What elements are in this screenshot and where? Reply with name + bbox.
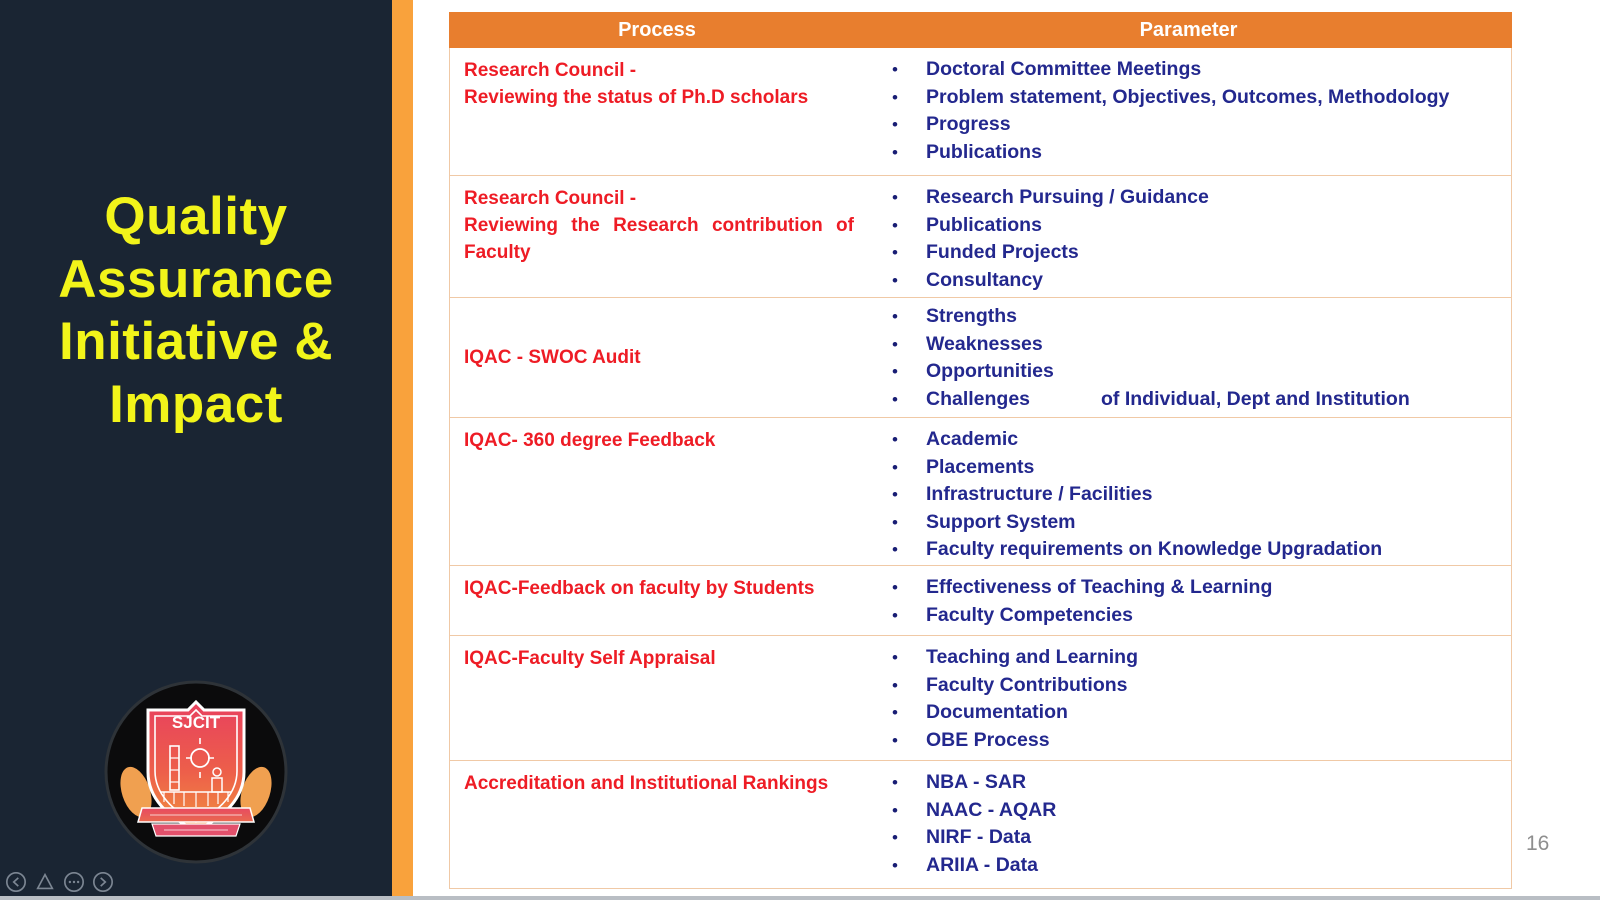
table-body: [449, 48, 1512, 889]
process-text: Research Council -: [464, 60, 637, 81]
title-line: Initiative &: [58, 312, 333, 372]
table-row: [450, 48, 1511, 175]
parameter-text: ARIIA - Data: [926, 853, 1038, 876]
table-row: [450, 417, 1511, 565]
parameter-item: [866, 184, 1505, 212]
more-options-button[interactable]: [63, 871, 85, 893]
parameter-text: Publications: [926, 213, 1042, 236]
parameter-text: Teaching and Learning: [926, 646, 1138, 668]
parameter-item: [866, 824, 1505, 852]
bullet-icon: •: [892, 730, 898, 750]
bullet-icon: •: [892, 362, 898, 381]
bullet-icon: •: [892, 457, 898, 477]
parameter-cell: [866, 636, 1511, 760]
parameter-item: [866, 331, 1505, 359]
parameter-item: [866, 239, 1505, 267]
parameter-item: [866, 84, 1505, 112]
header-process: Process: [618, 18, 696, 41]
parameter-text: Support System: [926, 510, 1076, 533]
parameter-item: [866, 602, 1505, 630]
table-row: [450, 565, 1511, 635]
parameter-item: [866, 386, 1505, 414]
bullet-icon: •: [892, 540, 898, 559]
process-parameter-table: [449, 12, 1512, 889]
parameter-item: [866, 509, 1505, 537]
parameter-text: Publications: [926, 140, 1042, 163]
slideshow-controls: [5, 871, 114, 893]
parameter-cell: [866, 176, 1511, 297]
arrow-right-circle-icon: [92, 871, 114, 893]
parameter-item: [866, 727, 1505, 755]
process-text: IQAC-Feedback on faculty by Students: [464, 578, 815, 599]
parameter-item: [866, 267, 1505, 295]
parameter-item: [866, 574, 1505, 602]
parameter-item: [866, 358, 1505, 386]
bullet-icon: •: [892, 215, 898, 235]
parameter-item: [866, 852, 1505, 880]
process-cell: [450, 418, 866, 565]
title-line: Quality: [104, 187, 288, 246]
bullet-icon: •: [892, 828, 898, 847]
table-row: [450, 760, 1511, 888]
parameter-text: NIRF - Data: [926, 826, 1032, 848]
process-cell: [450, 48, 866, 175]
bullet-icon: •: [892, 334, 898, 354]
parameter-text: Strengths: [926, 305, 1018, 327]
table-row: [450, 635, 1511, 760]
process-text: IQAC - SWOC Audit: [464, 347, 641, 368]
parameter-text: Infrastructure / Facilities: [926, 483, 1153, 505]
bottom-edge: [0, 896, 1600, 900]
parameter-item: [866, 426, 1505, 454]
process-text: Accreditation and Institutional Rankings: [464, 773, 829, 794]
bullet-icon: •: [892, 578, 898, 597]
parameter-item: [866, 644, 1505, 672]
bullet-icon: •: [892, 800, 898, 820]
process-cell: [450, 298, 866, 417]
parameter-text: Weaknesses: [926, 332, 1043, 355]
title-line: Assurance: [58, 249, 334, 309]
parameter-item: [866, 139, 1505, 167]
bullet-icon: •: [892, 703, 898, 722]
parameter-item: [866, 769, 1505, 797]
parameter-text: Effectiveness of Teaching & Learning: [926, 576, 1273, 598]
process-text: Reviewing the Research contribution of Faculty: [464, 215, 854, 263]
parameter-item: [866, 536, 1505, 564]
parameter-item: [866, 699, 1505, 727]
parameter-text: Academic: [926, 428, 1019, 450]
process-cell: [450, 636, 866, 760]
annotation-tool-button[interactable]: [34, 871, 56, 893]
parameter-text: OBE Process: [926, 728, 1050, 751]
parameter-text: Documentation: [926, 701, 1068, 723]
parameter-cell: [866, 48, 1511, 175]
parameter-text: Faculty Contributions: [926, 673, 1128, 696]
parameter-note: of Individual, Dept and Institution: [1101, 387, 1410, 410]
parameter-cell: [866, 566, 1511, 635]
table-header: [449, 12, 1512, 48]
parameter-item: [866, 303, 1505, 331]
ellipsis-circle-icon: [63, 871, 85, 893]
bullet-icon: •: [892, 188, 898, 207]
process-text: Reviewing the status of Ph.D scholars: [464, 87, 809, 108]
bullet-icon: •: [892, 512, 898, 532]
page-number: 16: [1526, 832, 1550, 855]
parameter-text: Challenges: [926, 387, 1031, 410]
process-cell: [450, 761, 866, 888]
bullet-icon: •: [892, 648, 898, 667]
parameter-text: Problem statement, Objectives, Outcomes, Methodology: [926, 85, 1450, 108]
process-text: Research Council -: [464, 188, 637, 209]
next-slide-button[interactable]: [92, 871, 114, 893]
title-line: Impact: [109, 374, 283, 434]
bullet-icon: •: [892, 60, 898, 79]
bullet-icon: •: [892, 270, 898, 290]
college-logo: [104, 680, 288, 864]
parameter-text: Opportunities: [926, 360, 1054, 382]
parameter-item: [866, 672, 1505, 700]
bullet-icon: •: [892, 430, 898, 449]
parameter-item: [866, 454, 1505, 482]
parameter-text: Consultancy: [926, 268, 1044, 291]
bullet-icon: •: [892, 115, 898, 134]
parameter-text: Funded Projects: [926, 241, 1079, 263]
parameter-text: Progress: [926, 113, 1011, 135]
svg-text:SJCIT: SJCIT: [171, 713, 221, 732]
parameter-text: Faculty Competencies: [926, 603, 1133, 626]
bullet-icon: •: [892, 605, 898, 625]
parameter-text: Faculty requirements on Knowledge Upgradation: [926, 538, 1383, 560]
bullet-icon: •: [892, 87, 898, 107]
parameter-text: NBA - SAR: [926, 771, 1027, 793]
parameter-cell: [866, 298, 1511, 417]
table-row: [450, 297, 1511, 417]
process-cell: [450, 566, 866, 635]
bullet-icon: •: [892, 675, 898, 695]
process-cell: [450, 176, 866, 297]
arrow-left-circle-icon: [5, 871, 27, 893]
parameter-cell: [866, 761, 1511, 888]
previous-slide-button[interactable]: [5, 871, 27, 893]
bullet-icon: •: [892, 855, 898, 875]
accent-strip: [392, 0, 413, 900]
parameter-item: [866, 56, 1505, 84]
process-text: IQAC-Faculty Self Appraisal: [464, 648, 716, 669]
bullet-icon: •: [892, 389, 898, 409]
header-parameter: Parameter: [1139, 18, 1238, 41]
slide-title: [0, 186, 392, 436]
bullet-icon: •: [892, 243, 898, 262]
table-row: [450, 175, 1511, 297]
parameter-item: [866, 797, 1505, 825]
pointer-triangle-icon: [34, 871, 56, 893]
bullet-icon: •: [892, 142, 898, 162]
parameter-text: Doctoral Committee Meetings: [926, 58, 1202, 80]
bullet-icon: •: [892, 485, 898, 504]
parameter-item: [866, 481, 1505, 509]
parameter-text: Placements: [926, 455, 1035, 478]
parameter-item: [866, 111, 1505, 139]
process-text: IQAC- 360 degree Feedback: [464, 430, 716, 451]
parameter-text: NAAC - AQAR: [926, 798, 1057, 821]
parameter-item: [866, 212, 1505, 240]
sidebar: [0, 0, 392, 900]
college-emblem-icon: [104, 680, 288, 864]
parameter-text: Research Pursuing / Guidance: [926, 186, 1209, 208]
bullet-icon: •: [892, 773, 898, 792]
parameter-cell: [866, 418, 1511, 565]
bullet-icon: •: [892, 307, 898, 326]
